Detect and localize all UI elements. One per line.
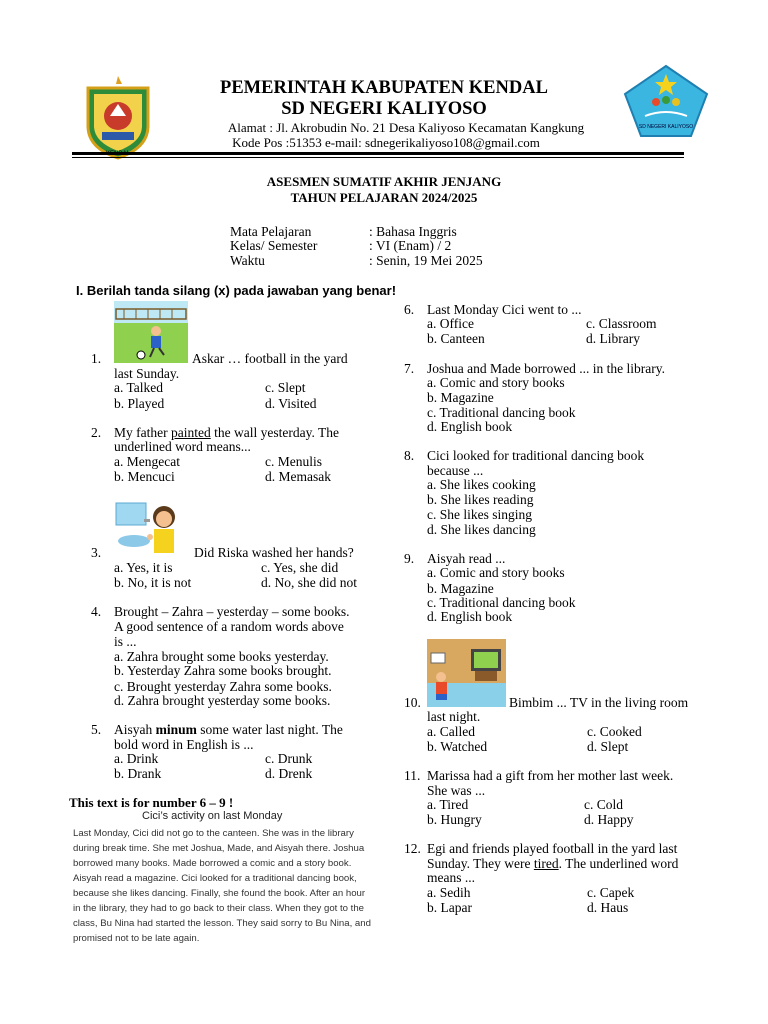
info-label-time: Waktu — [230, 253, 265, 268]
q10-option-a[interactable]: a. Called — [427, 724, 475, 739]
q3-option-d[interactable]: d. No, she did not — [261, 575, 357, 590]
header-contact: Kode Pos :51353 e-mail: sdnegerikaliyoso108@gmail.com — [232, 135, 540, 150]
q4-text-cont: A good sentence of a random words above — [114, 619, 344, 634]
q4-option-a[interactable]: a. Zahra brought some books yesterday. — [114, 649, 329, 664]
q3-text: Did Riska washed her hands? — [194, 545, 354, 560]
q8-number: 8. — [404, 448, 415, 463]
info-label-class: Kelas/ Semester — [230, 238, 318, 253]
q2-option-d[interactable]: d. Memasak — [265, 469, 331, 484]
q9-option-c[interactable]: c. Traditional dancing book — [427, 595, 576, 610]
watching-tv-image — [427, 639, 506, 707]
q1-option-c[interactable]: c. Slept — [265, 380, 306, 395]
q1-text-cont: last Sunday. — [114, 366, 180, 381]
q2-number: 2. — [91, 425, 102, 440]
q12-option-d[interactable]: d. Haus — [587, 900, 629, 915]
q5-option-b[interactable]: b. Drank — [114, 766, 162, 781]
q5-option-c[interactable]: c. Drunk — [265, 751, 313, 766]
q7-option-a[interactable]: a. Comic and story books — [427, 375, 565, 390]
q7-option-c[interactable]: c. Traditional dancing book — [427, 405, 576, 420]
q12-option-a[interactable]: a. Sedih — [427, 885, 471, 900]
q8-option-a[interactable]: a. She likes cooking — [427, 477, 536, 492]
q5-text: Aisyah minum some water last night. The — [114, 722, 343, 737]
q9-text: Aisyah read ... — [427, 551, 506, 566]
q4-option-c[interactable]: c. Brought yesterday Zahra some books. — [114, 679, 332, 694]
q6-text: Last Monday Cici went to ... — [427, 302, 582, 317]
q11-number: 11. — [404, 768, 421, 783]
q12-underlined-word: tired — [533, 856, 559, 871]
header-address: Alamat : Jl. Akrobudin No. 21 Desa Kaliyoso Kecamatan Kangkung — [227, 120, 585, 135]
q2-option-b[interactable]: b. Mencuci — [114, 469, 175, 484]
q12-option-c[interactable]: c. Capek — [587, 885, 635, 900]
q4-number: 4. — [91, 604, 102, 619]
q8-text: Cici looked for traditional dancing book — [427, 448, 645, 463]
passage-line-1: Last Monday, Cici did not go to the canteen. She was in the library — [73, 828, 354, 839]
football-boy-image — [114, 301, 188, 363]
q5-number: 5. — [91, 722, 102, 737]
q8-option-b[interactable]: b. She likes reading — [427, 492, 534, 507]
q3-option-b[interactable]: b. No, it is not — [114, 575, 192, 590]
q1-number: 1. — [91, 351, 102, 366]
q11-option-b[interactable]: b. Hungry — [427, 812, 482, 827]
passage-intro: This text is for number 6 – 9 ! — [69, 795, 234, 810]
q12-text: Egi and friends played football in the yard last — [427, 841, 678, 856]
q12-option-b[interactable]: b. Lapar — [427, 900, 472, 915]
q5-bold-word: minum — [155, 722, 197, 737]
q6-number: 6. — [404, 302, 415, 317]
q5-option-a[interactable]: a. Drink — [114, 751, 159, 766]
q5-option-d[interactable]: d. Drenk — [265, 766, 313, 781]
q10-number: 10. — [404, 695, 421, 710]
q12-text-cont2: means ... — [427, 870, 475, 885]
q2-option-c[interactable]: c. Menulis — [265, 454, 322, 469]
q10-text-cont: last night. — [427, 709, 481, 724]
q11-option-d[interactable]: d. Happy — [584, 812, 634, 827]
passage-title: Cici’s activity on last Monday — [142, 810, 283, 822]
q11-text-cont: She was ... — [427, 783, 486, 798]
q3-option-a[interactable]: a. Yes, it is — [114, 560, 173, 575]
passage-line-7: class, Bu Nina had started the lesson. They said sorry to Bu Nina, and — [73, 918, 371, 929]
passage-line-4: Aisyah read a magazine. Cici looked for a traditional dancing book, — [73, 873, 357, 884]
q9-option-d[interactable]: d. English book — [427, 609, 513, 624]
header-line2: SD NEGERI KALIYOSO — [281, 99, 487, 119]
info-value-subject: : Bahasa Inggris — [369, 224, 457, 239]
header-divider-thick — [72, 152, 684, 155]
q9-number: 9. — [404, 551, 415, 566]
q10-option-b[interactable]: b. Watched — [427, 739, 488, 754]
exam-title2: TAHUN PELAJARAN 2024/2025 — [290, 190, 478, 205]
q1-option-a[interactable]: a. Talked — [114, 380, 164, 395]
section-instruction: I. Berilah tanda silang (x) pada jawaban yang benar! — [76, 283, 397, 298]
q10-option-d[interactable]: d. Slept — [587, 739, 629, 754]
girl-washing-hands-image — [114, 497, 190, 559]
q7-text: Joshua and Made borrowed ... in the library. — [427, 361, 665, 376]
passage-line-8: promised not to be late again. — [73, 933, 200, 944]
q2-text-cont: underlined word means... — [114, 439, 251, 454]
q7-number: 7. — [404, 361, 415, 376]
q2-text: My father painted the wall yesterday. The — [114, 425, 339, 440]
q4-option-b[interactable]: b. Yesterday Zahra some books brought. — [114, 663, 332, 678]
q8-option-d[interactable]: d. She likes dancing — [427, 522, 536, 537]
q3-number: 3. — [91, 545, 102, 560]
q7-option-b[interactable]: b. Magazine — [427, 390, 494, 405]
q4-text-cont2: is ... — [114, 634, 137, 649]
q1-option-d[interactable]: d. Visited — [265, 396, 317, 411]
header-divider-thin — [72, 157, 684, 158]
q3-option-c[interactable]: c. Yes, she did — [261, 560, 339, 575]
q1-option-b[interactable]: b. Played — [114, 396, 165, 411]
q2-underlined-word: painted — [170, 425, 211, 440]
info-label-subject: Mata Pelajaran — [230, 224, 312, 239]
exam-title1: ASESMEN SUMATIF AKHIR JENJANG — [266, 174, 502, 189]
q6-option-b[interactable]: b. Canteen — [427, 331, 485, 346]
q9-option-b[interactable]: b. Magazine — [427, 581, 494, 596]
passage-line-2: during break time. She met Joshua, Made, and Aisyah there. Joshua — [73, 843, 365, 854]
q11-option-a[interactable]: a. Tired — [427, 797, 469, 812]
q1-text: Askar … football in the yard — [192, 351, 348, 366]
q12-number: 12. — [404, 841, 421, 856]
q7-option-d[interactable]: d. English book — [427, 419, 513, 434]
header-line1: PEMERINTAH KABUPATEN KENDAL — [220, 78, 548, 98]
passage-line-6: in the library, they had to go back to their class. When they got to the — [73, 903, 364, 914]
q2-option-a[interactable]: a. Mengecat — [114, 454, 180, 469]
school-logo-right — [623, 64, 709, 138]
q10-option-c[interactable]: c. Cooked — [587, 724, 642, 739]
q4-option-d[interactable]: d. Zahra brought yesterday some books. — [114, 693, 331, 708]
passage-line-3: borrowed many books. Made borrowed a comic and a story book. — [73, 858, 352, 869]
q9-option-a[interactable]: a. Comic and story books — [427, 565, 565, 580]
q6-option-c[interactable]: c. Classroom — [586, 316, 657, 331]
info-value-time: : Senin, 19 Mei 2025 — [369, 253, 483, 268]
q6-option-d[interactable]: d. Library — [586, 331, 640, 346]
q10-text: Bimbim ... TV in the living room — [509, 695, 689, 710]
q5-text-cont: bold word in English is ... — [114, 737, 254, 752]
q8-text-cont: because ... — [427, 463, 484, 478]
q6-option-a[interactable]: a. Office — [427, 316, 474, 331]
q12-text-cont: Sunday. They were tired. The underlined word — [427, 856, 679, 871]
q11-option-c[interactable]: c. Cold — [584, 797, 623, 812]
q8-option-c[interactable]: c. She likes singing — [427, 507, 532, 522]
info-value-class: : VI (Enam) / 2 — [369, 238, 452, 253]
passage-line-5: because she likes dancing. Finally, she found the book. After an hour — [73, 888, 366, 899]
q4-text: Brought – Zahra – yesterday – some books. — [114, 604, 350, 619]
svg-text:SD NEGERI KALIYOSO: SD NEGERI KALIYOSO — [638, 124, 694, 130]
q11-text: Marissa had a gift from her mother last week. — [427, 768, 674, 783]
